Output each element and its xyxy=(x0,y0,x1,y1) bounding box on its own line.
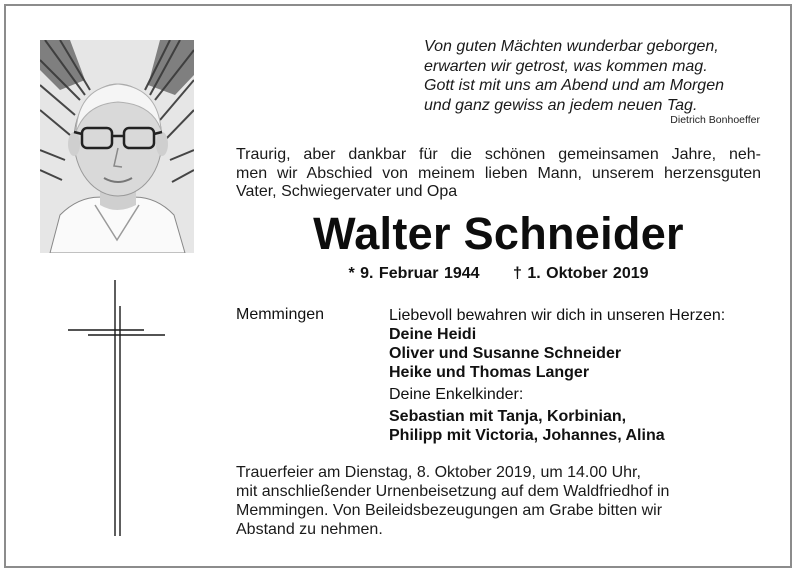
intro-text xyxy=(236,146,761,202)
intro-line: Vater, Schwiegervater und Opa xyxy=(236,183,458,200)
grandchildren-label: Deine Enkelkinder: xyxy=(389,386,524,403)
mourners-block xyxy=(389,306,769,445)
service-line: mit anschließender Urnenbeisetzung auf dem Waldfriedhof in xyxy=(236,483,670,500)
service-line: Memmingen. Von Beileidsbezeugungen am Grabe bitten wir xyxy=(236,502,663,519)
deceased-name: Walter Schneider xyxy=(313,208,684,259)
birth-date: * 9. Februar 1944 xyxy=(348,265,480,282)
quote-line: Gott ist mit uns am Abend und am Morgen xyxy=(424,77,724,94)
grandchildren-line: Sebastian mit Tanja, Korbinian, xyxy=(389,408,627,425)
intro-line: men wir Abschied von meinem lieben Mann, unserem herzensguten xyxy=(236,164,761,182)
service-line: Trauerfeier am Dienstag, 8. Oktober 2019, um 14.00 Uhr, xyxy=(236,464,641,481)
service-line: Abstand zu nehmen. xyxy=(236,521,383,538)
mourner-name: Heike und Thomas Langer xyxy=(389,364,590,381)
mourners-intro: Liebevoll bewahren wir dich in unseren Herzen: xyxy=(389,307,726,324)
portrait-photo xyxy=(40,40,194,253)
quote-line: Von guten Mächten wunderbar geborgen, xyxy=(424,38,719,55)
life-dates xyxy=(236,265,761,283)
funeral-service-text xyxy=(236,463,736,539)
bonhoeffer-quote xyxy=(424,37,764,115)
mourner-name: Deine Heidi xyxy=(389,326,477,343)
quote-line: erwarten wir getrost, was kommen mag. xyxy=(424,57,708,75)
intro-line: Traurig, aber dankbar für die schönen gemeinsamen Jahre, neh- xyxy=(236,146,761,163)
place-name: Memmingen xyxy=(236,306,325,323)
portrait-illustration xyxy=(40,40,194,253)
mourner-name: Oliver und Susanne Schneider xyxy=(389,345,622,362)
quote-line: und ganz gewiss an jedem neuen Tag. xyxy=(424,96,698,114)
grandchildren-line: Philipp mit Victoria, Johannes, Alina xyxy=(389,427,665,444)
cross-icon xyxy=(64,278,169,538)
quote-author: Dietrich Bonhoeffer xyxy=(670,114,760,126)
death-date: † 1. Oktober 2019 xyxy=(513,265,649,282)
